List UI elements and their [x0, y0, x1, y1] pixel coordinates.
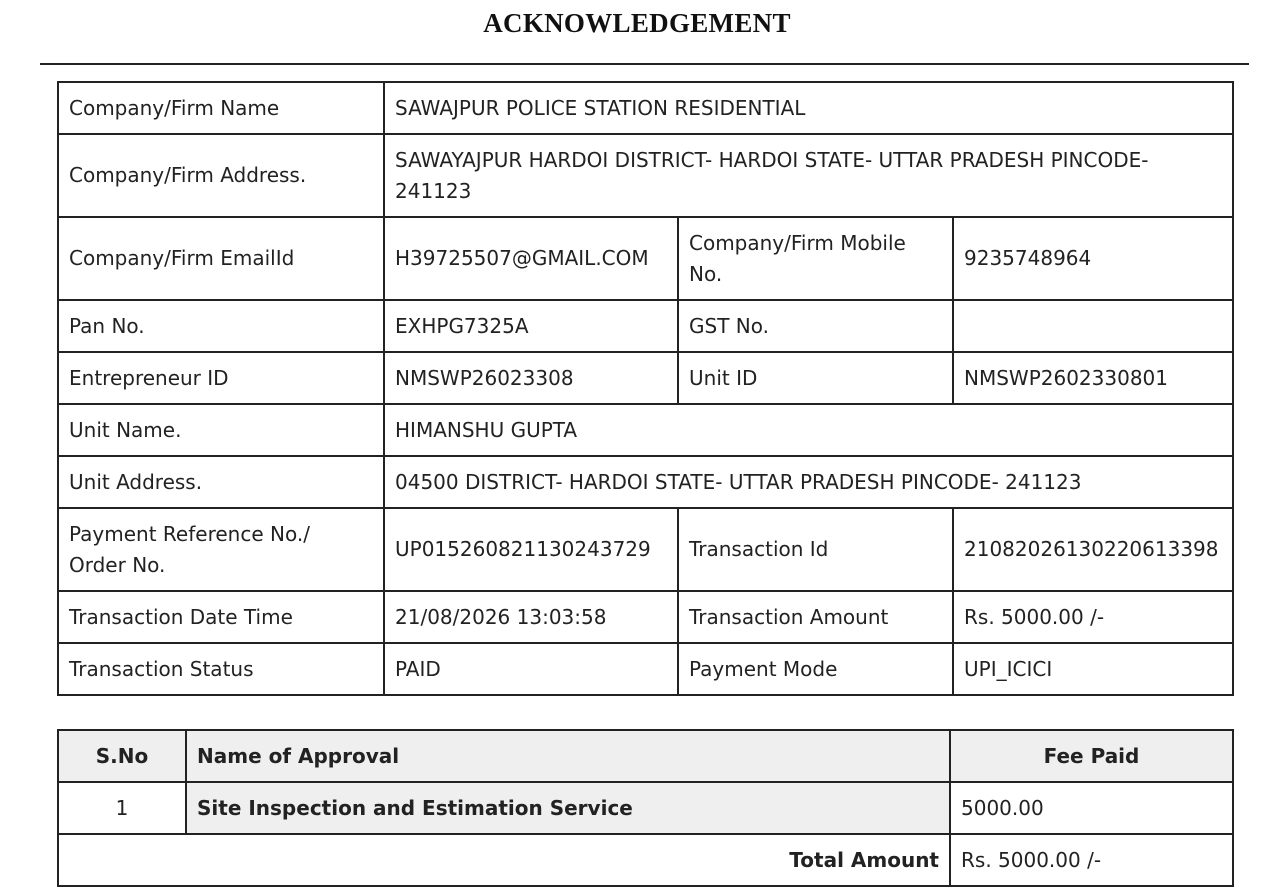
row-fee: 5000.00	[950, 782, 1233, 834]
column-header-fee: Fee Paid	[950, 730, 1233, 782]
unit-name-value: HIMANSHU GUPTA	[384, 404, 1233, 456]
entrepreneur-id-label: Entrepreneur ID	[58, 352, 384, 404]
table-row	[58, 352, 1233, 404]
page-title: ACKNOWLEDGEMENT	[483, 8, 791, 38]
company-address-label: Company/Firm Address.	[58, 134, 384, 217]
table-row	[58, 782, 1233, 834]
entrepreneur-id-value: NMSWP26023308	[384, 352, 678, 404]
fee-table	[57, 729, 1234, 887]
company-name-label: Company/Firm Name	[58, 82, 384, 134]
email-value: H39725507@GMAIL.COM	[384, 217, 678, 300]
payment-mode-label: Payment Mode	[678, 643, 953, 695]
pan-label: Pan No.	[58, 300, 384, 352]
transaction-amount-label: Transaction Amount	[678, 591, 953, 643]
payment-ref-value: UP015260821130243729	[384, 508, 678, 591]
unit-name-label: Unit Name.	[58, 404, 384, 456]
transaction-amount-value: Rs. 5000.00 /-	[953, 591, 1233, 643]
table-row	[58, 134, 1233, 217]
total-amount-label: Total Amount	[58, 834, 950, 886]
unit-address-label: Unit Address.	[58, 456, 384, 508]
transaction-id-value: 21082026130220613398	[953, 508, 1233, 591]
row-approval-name: Site Inspection and Estimation Service	[186, 782, 950, 834]
transaction-datetime-label: Transaction Date Time	[58, 591, 384, 643]
column-header-approval: Name of Approval	[186, 730, 950, 782]
table-header-row	[58, 730, 1233, 782]
title-divider	[40, 63, 1249, 65]
total-amount-value: Rs. 5000.00 /-	[950, 834, 1233, 886]
transaction-status-value: PAID	[384, 643, 678, 695]
unit-address-value: 04500 DISTRICT- HARDOI STATE- UTTAR PRADESH PINCODE- 241123	[384, 456, 1233, 508]
pan-value: EXHPG7325A	[384, 300, 678, 352]
payment-ref-label: Payment Reference No./ Order No.	[58, 508, 384, 591]
unit-id-value: NMSWP2602330801	[953, 352, 1233, 404]
acknowledgement-details-table	[57, 81, 1234, 696]
table-row	[58, 643, 1233, 695]
table-row	[58, 591, 1233, 643]
company-address-value: SAWAYAJPUR HARDOI DISTRICT- HARDOI STATE- UTTAR PRADESH PINCODE- 241123	[384, 134, 1233, 217]
table-row	[58, 508, 1233, 591]
transaction-datetime-value: 21/08/2026 13:03:58	[384, 591, 678, 643]
email-label: Company/Firm EmailId	[58, 217, 384, 300]
transaction-id-label: Transaction Id	[678, 508, 953, 591]
table-row	[58, 404, 1233, 456]
table-row	[58, 300, 1233, 352]
transaction-status-label: Transaction Status	[58, 643, 384, 695]
total-row	[58, 834, 1233, 886]
column-header-sno: S.No	[58, 730, 186, 782]
mobile-value: 9235748964	[953, 217, 1233, 300]
row-sno: 1	[58, 782, 186, 834]
payment-mode-value: UPI_ICICI	[953, 643, 1233, 695]
gst-value	[953, 300, 1233, 352]
table-row	[58, 217, 1233, 300]
table-row	[58, 456, 1233, 508]
gst-label: GST No.	[678, 300, 953, 352]
table-row	[58, 82, 1233, 134]
unit-id-label: Unit ID	[678, 352, 953, 404]
company-name-value: SAWAJPUR POLICE STATION RESIDENTIAL	[384, 82, 1233, 134]
mobile-label: Company/Firm Mobile No.	[678, 217, 953, 300]
